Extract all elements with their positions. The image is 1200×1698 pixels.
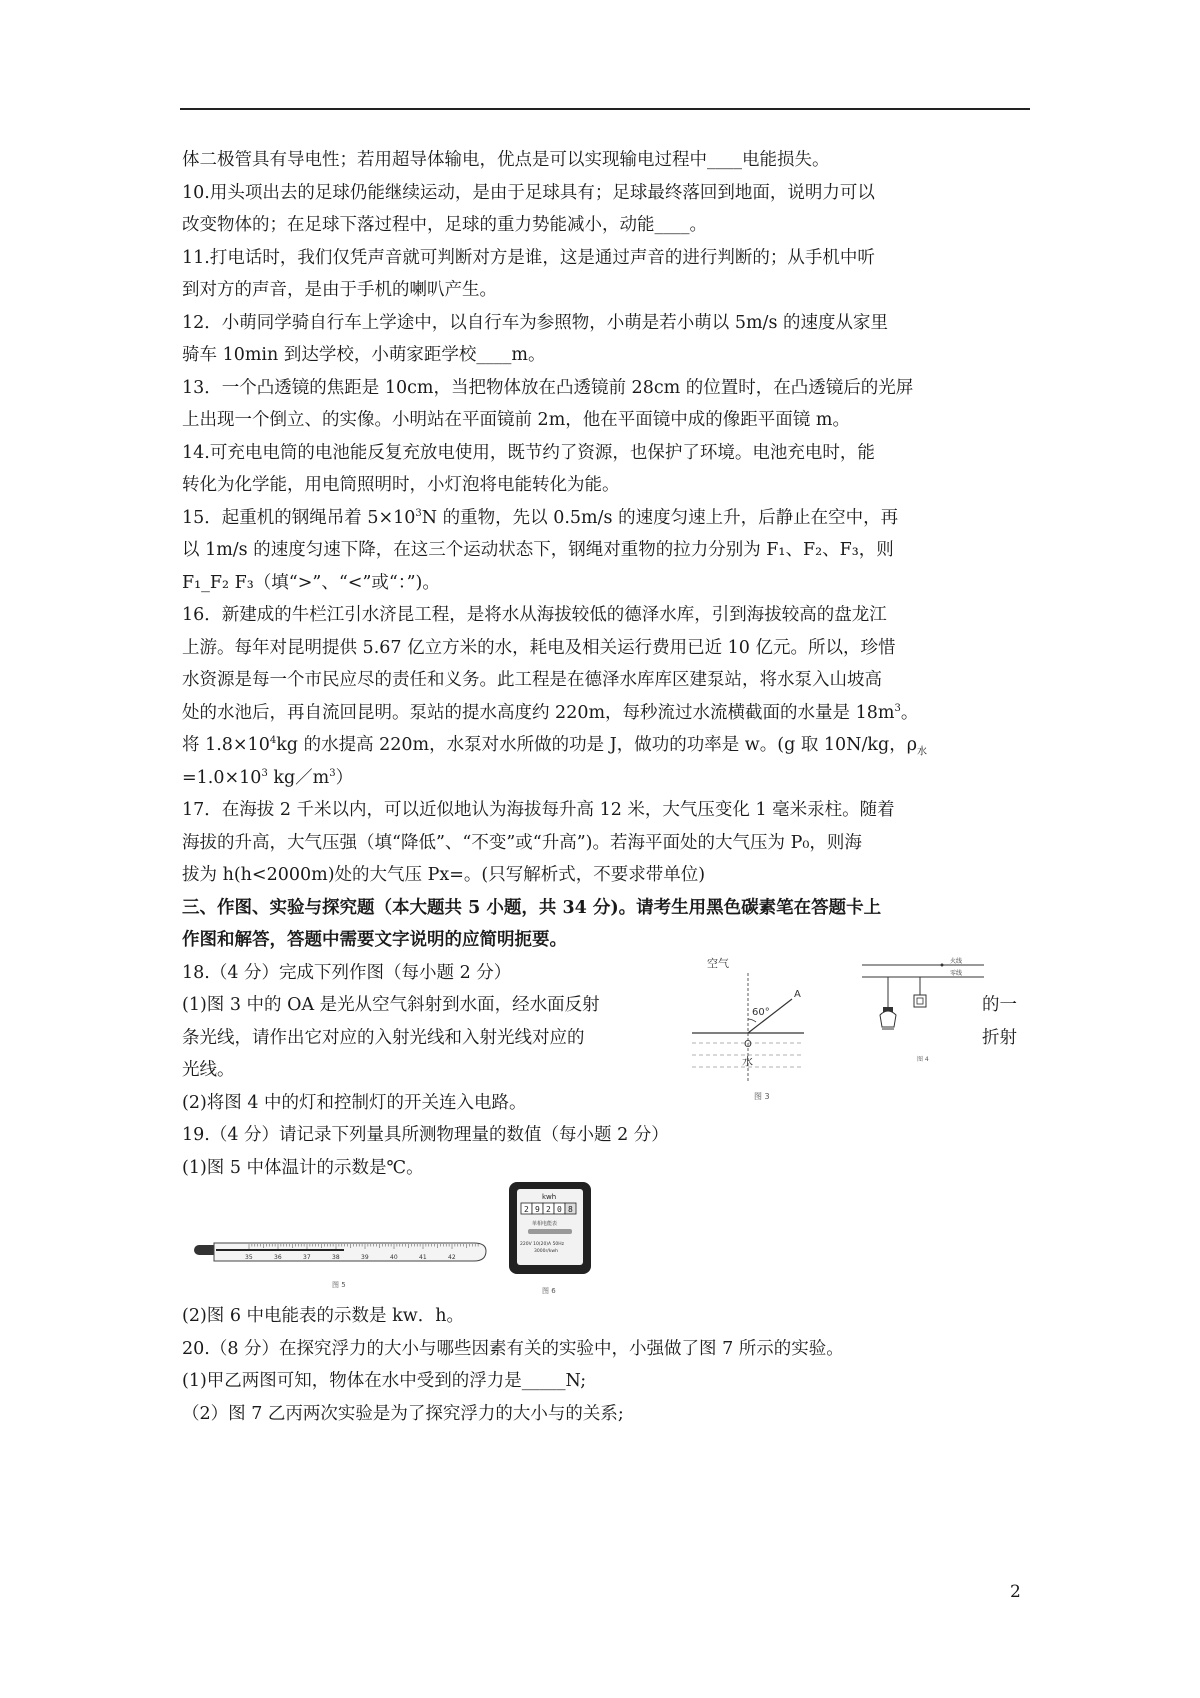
meter-digit: 9 [535,1205,540,1214]
text-line: (2)将图 4 中的灯和控制灯的开关连入电路。 [182,1092,527,1113]
meter-spec: 220V 10(20)A 50Hz [520,1242,565,1247]
thermometer-tick-label: 41 [419,1254,427,1261]
text-line: (1)图 5 中体温计的示数是℃。 [182,1157,424,1178]
section-heading: 三、作图、实验与探究题（本大题共 5 小题，共 34 分)。请考生用黑色碳素笔在答题卡上 [182,897,882,918]
text-line [982,1022,1017,1055]
text-span: 的一 [982,995,1017,1015]
wire-node [941,964,944,967]
text-span: 条光线，请作出它对应的入射光线和入射光线对应的 [182,1027,585,1048]
text-line: 以 1m/s 的速度匀速下降，在这三个运动状态下，钢绳对重物的拉力分别为 F₁、F₂、F₃，则 [182,540,894,560]
question-11: 11.打电话时，我们仅凭声音就可判断对方是谁，这是通过声音的进行判断的；从手机中听 [182,247,875,268]
text-span: N 的重物，先以 0.5m/s 的速度匀速上升，后静止在空中，再 [421,507,899,528]
text-span: 折射 [982,1027,1017,1048]
meter-title: 单相电能表 [532,1221,558,1227]
text-line: 转化为化学能，用电筒照明时，小灯泡将电能转化为能。 [182,475,620,495]
question-20: 20.（8 分）在探究浮力的大小与哪些因素有关的实验中，小强做了图 7 所示的实验。 [182,1338,844,1359]
meter-digit: 2 [524,1205,529,1214]
meter-digit: 8 [568,1205,573,1214]
switch-button [917,998,923,1004]
meter-disc-window [528,1229,572,1234]
superscript: 4 [269,735,277,747]
text-line [182,697,1030,730]
meter-spec: 3000r/kwh [534,1249,558,1254]
question-13: 13．一个凸透镜的焦距是 10cm，当把物体放在凸透镜前 28cm 的位置时，在凸透镜后的光屏 [182,377,914,398]
figure-3 [692,953,804,1103]
question-19: 19.（4 分）请记录下列量具所测物理量的数值（每小题 2 分） [182,1125,669,1145]
thermometer-tick-label: 39 [361,1254,369,1261]
text-span: 。 [900,702,919,723]
text-line [982,989,1017,1022]
subscript: 水 [916,746,927,758]
figure-6-energy-meter [508,1181,592,1297]
thermometer-tick-label: 35 [245,1254,253,1261]
header-rule [180,108,1030,110]
meter-digits [521,1203,576,1214]
fig4-live-label: 火线 [950,958,963,965]
superscript: 3 [415,507,422,519]
thermometer-tick-label: 36 [274,1254,282,1261]
fig5-caption: 图 5 [332,1281,346,1289]
text-line: 水资源是每一个市民应尽的责任和义务。此工程是在德泽水库库区建泵站，将水泵入山坡高 [182,670,882,690]
question-16: 16．新建成的牛栏江引水济昆工程，是将水从海拔较低的德泽水库，引到海拔较高的盘龙江 [182,605,887,625]
text-span: kg 的水提高 220m，水泵对水所做的功是 J，做功的功率是 w。(g 取 10N/kg，ρ [276,735,917,755]
text-line: 海拔的升高，大气压强（填“降低”、“不变”或“升高”)。若海平面处的大气压为 P₀，则海 [182,832,862,853]
lamp-bulb-icon [880,1011,896,1027]
text-span: 15．起重机的钢绳吊着 5×10 [182,507,416,528]
text-span: ） [335,767,354,788]
angle-arc [748,1019,756,1022]
text-span: (1)图 3 中的 OA 是光从空气斜射到水面，经水面反射 [182,995,600,1015]
question-10: 10.用头项出去的足球仍能继续运动，是由于足球具有；足球最终落回到地面，说明力可以 [182,182,875,203]
text-line: 拔为 h(h<2000m)处的大气压 Px=。(只写解析式，不要求带单位) [182,865,706,885]
text-line: 上出现一个倒立、的实像。小明站在平面镜前 2m，他在平面镜中成的像距平面镜 m。 [182,410,850,430]
meter-digit: 2 [546,1205,551,1214]
text-line: 到对方的声音，是由于手机的喇叭产生。 [182,280,497,300]
text-line [182,1022,585,1055]
thermometer-tick-label: 38 [332,1254,340,1261]
figure-5-thermometer [194,1231,494,1291]
text-line: 骑车 10min 到达学校，小萌家距学校____m。 [182,345,546,365]
text-line: 改变物体的；在足球下落过程中，足球的重力势能减小，动能____。 [182,215,707,235]
section-heading: 作图和解答，答题中需要文字说明的应简明扼要。 [182,930,567,950]
fig3-caption: 图 3 [754,1092,770,1101]
question-17: 17．在海拔 2 千米以内，可以近似地认为海拔每升高 12 米，大气压变化 1 毫米汞柱。随着 [182,800,895,820]
text-line: F₁_F₂ F₃（填“>”、“<”或“：”)。 [182,572,440,593]
figure-4 [862,957,984,1067]
question-12: 12．小萌同学骑自行车上学途中，以自行车为参照物，小萌是若小萌以 5m/s 的速度从家里 [182,312,888,333]
fig4-caption: 图 4 [917,1056,929,1063]
document-body [182,144,1030,1430]
text-span: kg／m [267,767,330,788]
question-18: 18.（4 分）完成下列作图（每小题 2 分） [182,962,512,983]
superscript: 3 [261,767,268,779]
question-15 [182,502,1030,535]
fig3-angle-label: 60° [752,1007,770,1018]
text-span: 将 1.8×10 [182,735,270,755]
fig3-point-a: A [794,989,801,1000]
fig4-neutral-label: 零线 [950,970,963,977]
text-line: 上游。每年对昆明提供 5.67 亿立方米的水，耗电及相关运行费用已近 10 亿元。所以，珍惜 [182,637,896,658]
text-line: 光线。 [182,1060,235,1080]
fig3-water-label: 水 [742,1055,753,1068]
text-line: （2）图 7 乙丙两次实验是为了探究浮力的大小与的关系; [182,1403,624,1424]
text-span: 处的水池后，再自流回昆明。泵站的提水高度约 220m，每秒流过水流横截面的水量是 18m [182,702,895,723]
figure-5-6-block [182,1184,1030,1300]
thermometer-tick-label: 40 [390,1254,398,1261]
fig3-point-o: O [744,1039,752,1050]
text-line: (2)图 6 中电能表的示数是 kw．h。 [182,1306,464,1326]
text-span: =1.0×10 [182,767,262,788]
text-line [182,989,600,1022]
meter-digit: 0 [557,1205,562,1214]
fig3-air-label: 空气 [707,957,729,970]
text-line: (1)甲乙两图可知，物体在水中受到的浮力是_____N; [182,1371,587,1391]
text-line [182,729,1030,762]
superscript: 3 [894,702,901,714]
fig6-caption: 图 6 [542,1287,556,1295]
question-14: 14.可充电电筒的电池能反复充放电使用，既节约了资源，也保护了环境。电池充电时，能 [182,442,875,463]
superscript: 3 [329,767,336,779]
thermometer-tick-label: 37 [303,1254,311,1261]
text-line: 体二极管具有导电性；若用超导体输电，优点是可以实现输电过程中____电能损失。 [182,150,830,170]
page-number: 2 [1010,1582,1021,1602]
meter-unit: kwh [542,1193,557,1201]
text-line [182,762,1030,795]
thermometer-tick-label: 42 [448,1254,456,1261]
